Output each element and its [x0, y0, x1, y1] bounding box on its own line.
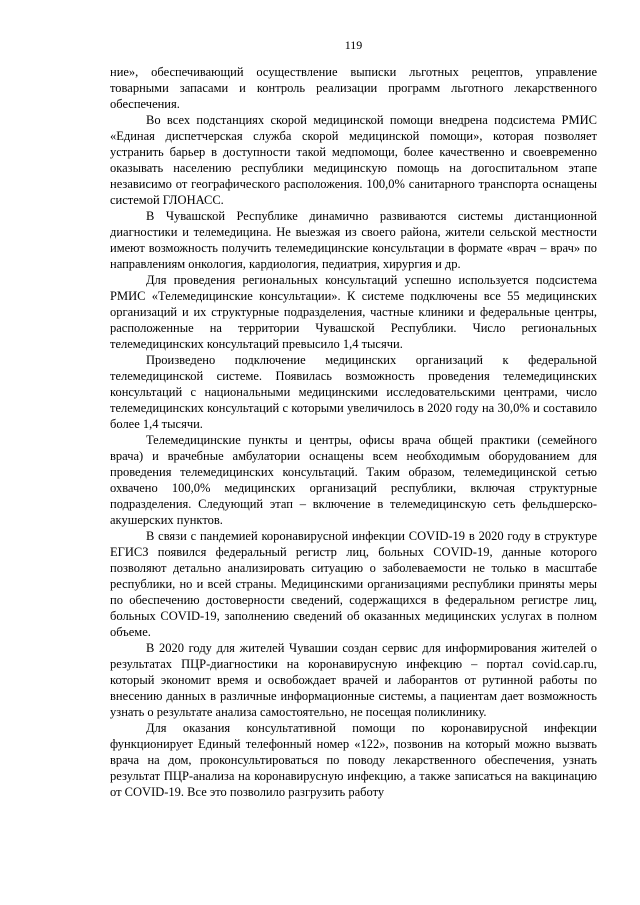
paragraph-continuation: ние», обеспечивающий осуществление выписки льготных рецептов, управление товарными запасами и контроль реализации программ льготного лекарственного обеспечения.	[110, 65, 597, 111]
paragraph-regional-consultations: Для проведения региональных консультаций успешно используется подсистема РМИС «Телемедицинские консультации». К системе подключены все 55 медицинских организаций и их структурные подразделения, частные клиники и федеральные центры, расположенные на территории Чувашской Республики. Число региональных телемедицинских консультаций превысило 1,4 тысячи.	[110, 273, 597, 351]
paragraph-hotline-122: Для оказания консультативной помощи по коронавирусной инфекции функционирует Единый телефонный номер «122», позвонив на который можно вызвать врача на дом, проконсультироваться по поводу лекарственного обеспечения, узнать результат ПЦР-анализа на коронавирусную инфекцию, а также записаться на вакцинацию от COVID-19. Все это позволило разгрузить работу	[110, 721, 597, 799]
document-page	[110, 38, 597, 800]
page-number: 119	[344, 38, 363, 52]
paragraph-federal-system: Произведено подключение медицинских организаций к федеральной телемедицинской системе. Появилась возможность проведения телемедицинских консультаций с национальными медицинскими исследовательскими центрами, число телемедицинских консультаций с которыми увеличилось в 2020 году на 30,0% и составило более 1,4 тысячи.	[110, 353, 597, 431]
paragraph-telemedicine-points: Телемедицинские пункты и центры, офисы врача общей практики (семейного врача) и врачебные амбулатории оснащены всем необходимым оборудованием для проведения телемедицинских консультаций. Таким образом, телемедицинской сетью охвачено 100,0% медицинских организаций республики, включая структурные подразделения. Следующий этап – включение в телемедицинскую сеть фельдшерско-акушерских пунктов.	[110, 433, 597, 527]
paragraph-covid-portal: В 2020 году для жителей Чувашии создан сервис для информирования жителей о результатах ПЦР-диагностики на коронавирусную инфекцию – портал covid.cap.ru, который экономит время и освобождает врачей и лаборантов от рутинной работы по внесению данных в различные информационные системы, а пациентам дает возможность узнать о результате анализа самостоятельно, не посещая поликлинику.	[110, 641, 597, 719]
paragraph-telemedicine-development: В Чувашской Республике динамично развиваются системы дистанционной диагностики и телемедицина. Не выезжая из своего района, жители сельской местности имеют возможность получить телемедицинские консультации в формате «врач – врач» по направлениям онкология, кардиология, педиатрия, хирургия и др.	[110, 209, 597, 271]
paragraph-ambulance-dispatch: Во всех подстанциях скорой медицинской помощи внедрена подсистема РМИС «Единая диспетчерская служба скорой медицинской помощи», которая позволяет устранить барьер в доступности такой медпомощи, более качественно и своевременно оказывать населению республики медицинскую помощь на догоспитальном этапе независимо от географического расположения. 100,0% санитарного транспорта оснащены системой ГЛОНАСС.	[110, 113, 597, 207]
paragraph-covid-registry: В связи с пандемией коронавирусной инфекции COVID-19 в 2020 году в структуре ЕГИСЗ появился федеральный регистр лиц, больных COVID-19, данные которого позволяют детально анализировать ситуацию о заболеваемости не только в масштабе республики, но и всей страны. Медицинскими организациями республики приняты меры по обеспечению достоверности сведений, содержащихся в федеральном регистре лиц, больных COVID-19, заполнению сведений об оказанных медицинских услугах в полном объеме.	[110, 529, 597, 639]
